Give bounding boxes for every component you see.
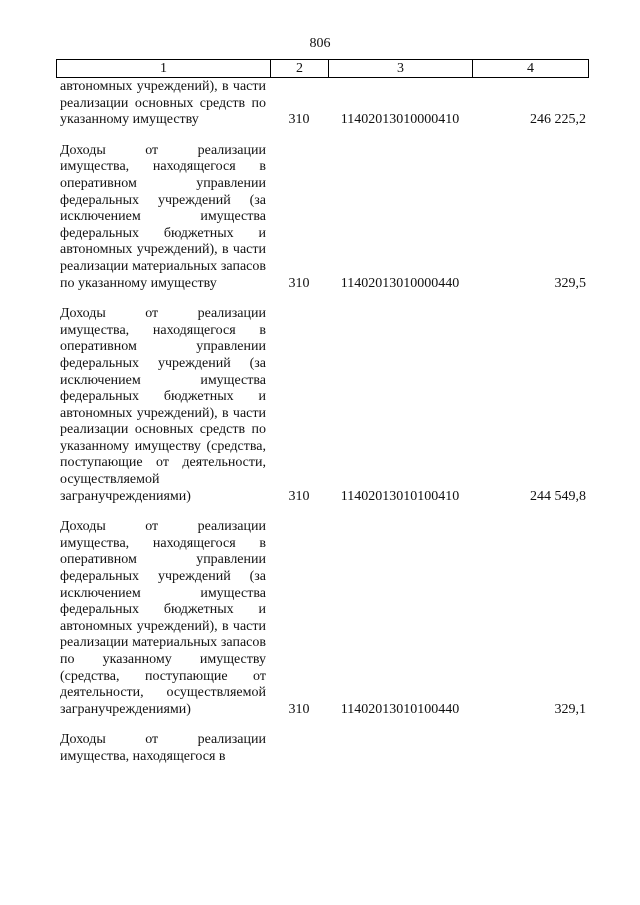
column-header-3: 3 [329, 60, 473, 78]
row-description: Доходы от реализации имущества, находящегося в оперативном управлении федеральных учреждений (за исключением имущества федеральных бюджетных и автономных учреждений), в части реализации основных средств по указанному имуществу (средства, поступающие от деятельности, осуществляемой загранучреждениями) [60, 306, 266, 504]
table-row [56, 79, 588, 129]
column-header-4: 4 [473, 60, 589, 78]
row-budget-code: 11402013010100410 [340, 488, 460, 504]
table-row [56, 306, 588, 505]
row-amount: 329,5 [554, 275, 586, 291]
row-admin-code: 310 [288, 275, 310, 291]
row-amount: 246 225,2 [530, 112, 586, 128]
table-row [56, 732, 588, 765]
row-admin-code: 310 [288, 488, 310, 504]
page-number: 806 [309, 36, 331, 51]
row-amount: 244 549,8 [530, 488, 586, 504]
row-description: автономных учреждений), в части реализации основных средств по указанному имуществу [60, 79, 266, 128]
column-header-1: 1 [57, 60, 271, 78]
row-amount: 329,1 [554, 701, 586, 717]
column-header-2: 2 [271, 60, 329, 78]
revenue-table-body [56, 79, 588, 766]
table-row [56, 143, 588, 292]
row-admin-code: 310 [288, 701, 310, 717]
row-budget-code: 11402013010100440 [340, 701, 460, 717]
row-budget-code: 11402013010000410 [340, 112, 460, 128]
row-admin-code: 310 [288, 112, 310, 128]
row-budget-code: 11402013010000440 [340, 275, 460, 291]
column-header-row [57, 60, 589, 78]
row-description: Доходы от реализации имущества, находящегося в оперативном управлении федеральных учреждений (за исключением имущества федеральных бюджетных и автономных учреждений), в части реализации материальных запасов по указанному имуществу (средства, поступающие от деятельности, осуществляемой загранучреждениями) [60, 519, 266, 717]
table-row [56, 519, 588, 718]
row-description: Доходы от реализации имущества, находящегося в [60, 732, 266, 764]
row-description: Доходы от реализации имущества, находящегося в оперативном управлении федеральных учреждений (за исключением имущества федеральных бюджетных и автономных учреждений), в части реализации материальных запасов по указанному имуществу [60, 142, 266, 291]
column-header-table [56, 59, 589, 78]
